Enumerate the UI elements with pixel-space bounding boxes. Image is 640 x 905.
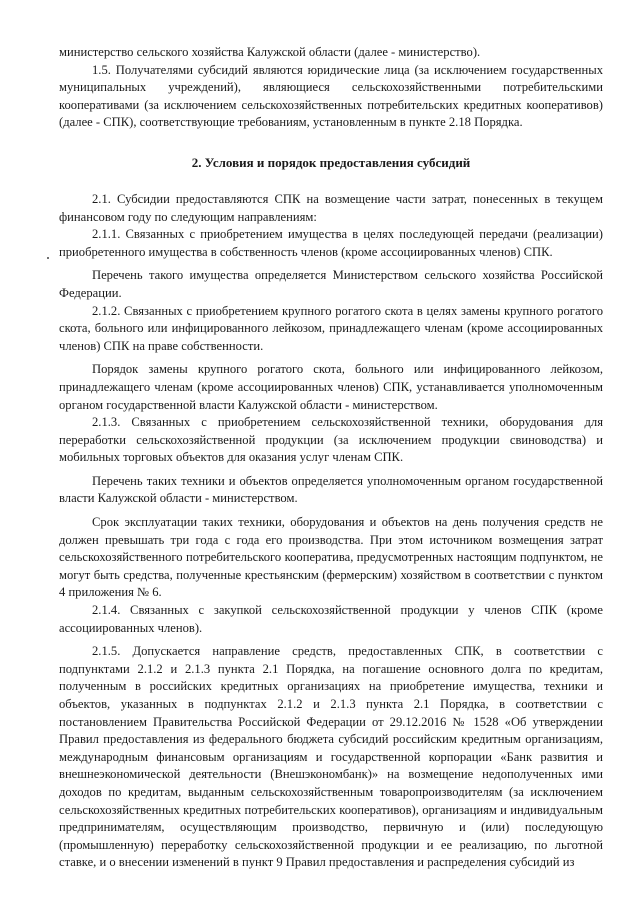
paragraph-2-1: 2.1. Субсидии предоставляются СПК на возмещение части затрат, понесенных в текущем финансовом году по следующим направлениям: xyxy=(59,191,603,224)
paragraph-2-1-2: 2.1.2. Связанных с приобретением крупного рогатого скота в целях замены крупного рогатого скота, больного или инфицированного лейкозом, принадлежащего членам (кроме ассоциированных членов) СПК на праве собственности. xyxy=(59,303,603,353)
paragraph-property-list: Перечень такого имущества определяется Министерством сельского хозяйства Российской Федерации. xyxy=(59,268,603,300)
paragraph-equipment-list: Перечень таких техники и объектов определяется уполномоченным органом государственной власти Калужской области - министерством. xyxy=(59,473,603,506)
section-heading: 2. Условия и порядок предоставления субсидий xyxy=(191,154,471,170)
paragraph-1-5: 1.5. Получателями субсидий являются юридические лица (за исключением государственных муниципальных учреждений), являющиеся сельскохозяйственными потребительскими кооперативами (за исключением сельскохозяйственных потребительских кредитных кооперативов) (далее - СПК), соответствующие требованиям, установленным в пункте 2.18 Порядка. xyxy=(59,62,603,130)
scan-speck xyxy=(47,257,49,259)
paragraph-service-life: Срок эксплуатации таких техники, оборудования и объектов на день получения средств не должен превышать три года с года его производства. При этом источником возмещения затрат сельскохозяйственного потребительского кооператива, предусмотренных настоящим подпунктом, не могут быть средства, полученные крестьянским (фермерским) хозяйством в соответствии с пунктом 4 приложения № 6. xyxy=(59,515,603,600)
paragraph-2-1-3: 2.1.3. Связанных с приобретением сельскохозяйственной техники, оборудования для переработки сельскохозяйственной продукции (за исключением продукции свиноводства) и мобильных торговых объектов для оказания услуг членам СПК. xyxy=(59,415,603,465)
paragraph-continuation: министерство сельского хозяйства Калужской области (далее - министерство). xyxy=(59,45,481,59)
document-body xyxy=(59,44,603,872)
paragraph-2-1-5: 2.1.5. Допускается направление средств, предоставленных СПК, в соответствии с подпунктами 2.1.2 и 2.1.3 пункта 2.1 Порядка, на погашение основного долга по кредитам, полученным в российских кредитных организациях на приобретение имущества, техники и объектов, указанных в подпунктах 2.1.2 и 2.1.3 пункта 2.1 Порядка, в соответствии с постановлением Правительства Российской Федерации от 29.12.2016 № 1528 «Об утверждении Правил предоставления из федерального бюджета субсидий российским кредитным организациям, международным финансовым организациям и государственной корпорации «Банк развития и внешнеэкономической деятельности (Внешэкономбанк)» на возмещение недополученных ими доходов по кредитам, выданным сельскохозяйственным товаропроизводителям (за исключением сельскохозяйственных кредитных потребительских кооперативов), организациям и индивидуальным предпринимателям, осуществляющим производство, первичную и (или) последующую (промышленную) переработку сельскохозяйственной продукции и ее реализацию, по льготной ставке, и о внесении изменений в пункт 9 Правил предоставления и распределения субсидий из xyxy=(59,644,603,870)
paragraph-replacement-order: Порядок замены крупного рогатого скота, больного или инфицированного лейкозом, принадлежащего членам (кроме ассоциированных членов) СПК, устанавливается уполномоченным органом государственной власти Калужской области - министерством. xyxy=(59,362,603,412)
paragraph-2-1-4: 2.1.4. Связанных с закупкой сельскохозяйственной продукции у членов СПК (кроме ассоциированных членов). xyxy=(59,603,603,635)
paragraph-2-1-1: 2.1.1. Связанных с приобретением имущества в целях последующей передачи (реализации) приобретенного имущества в собственность членов (кроме ассоциированных членов) СПК. xyxy=(59,227,603,259)
